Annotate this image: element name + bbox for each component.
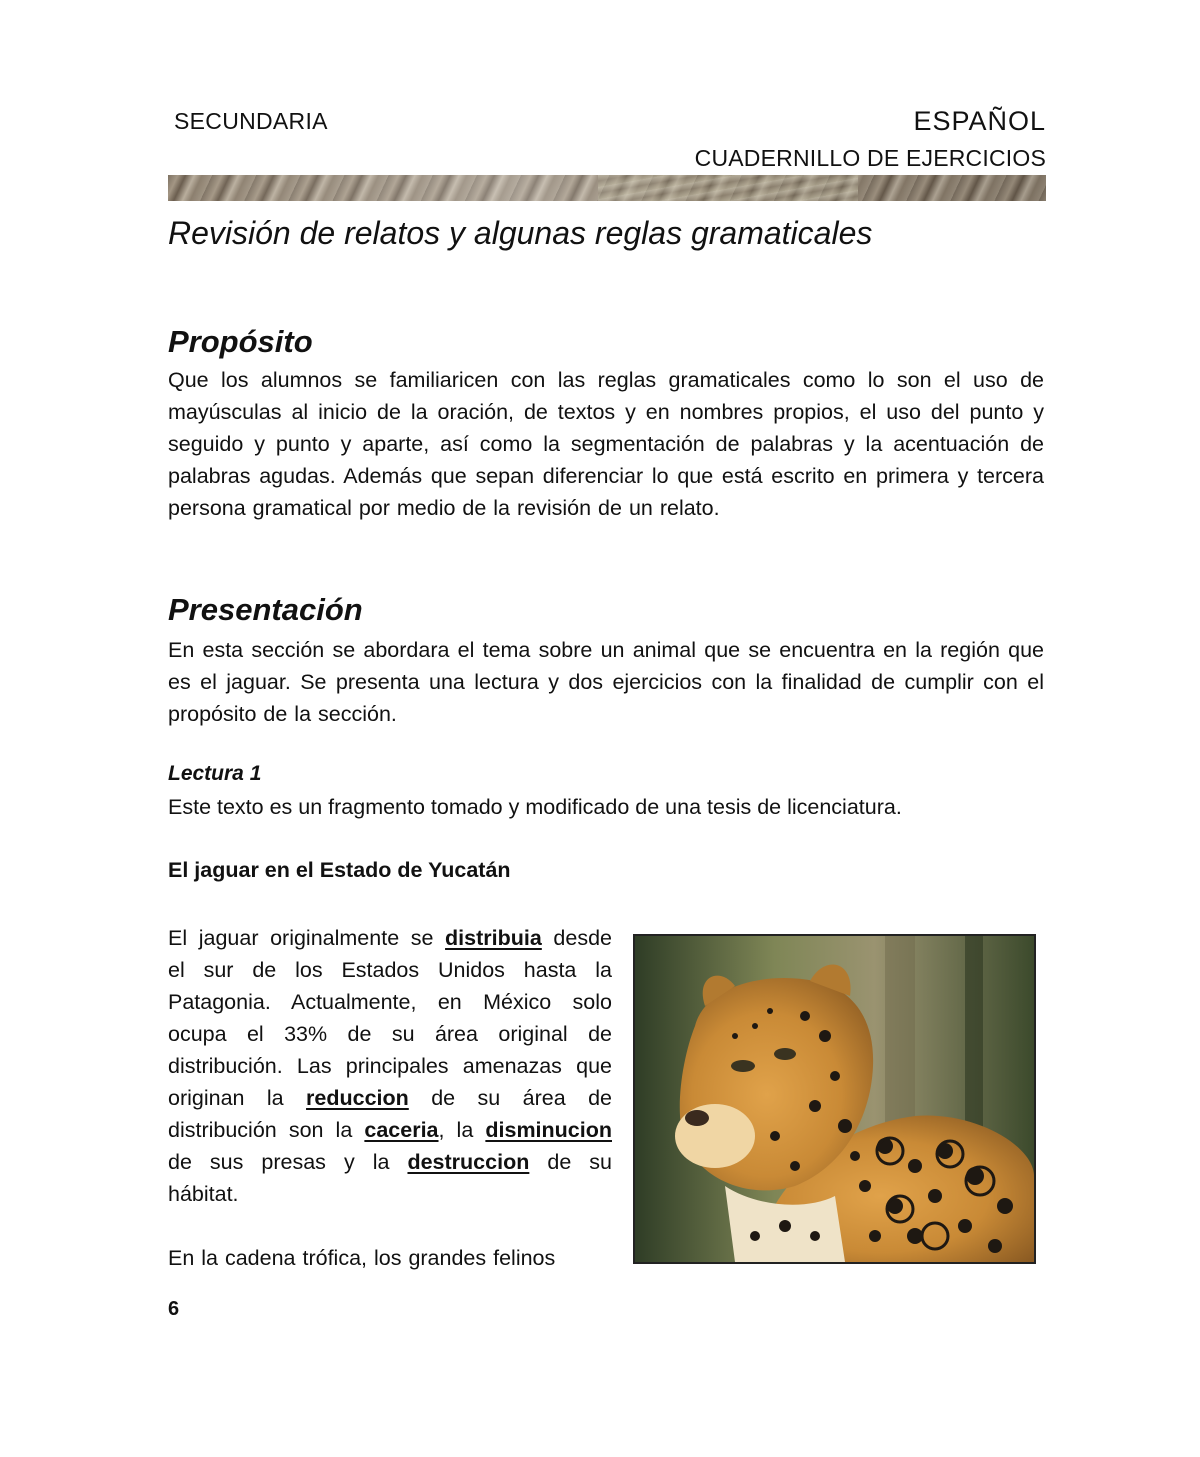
article-title: El jaguar en el Estado de Yucatán [168,858,511,882]
presentation-heading: Presentación [168,592,363,627]
text-run: de sus presas y la [168,1150,408,1174]
article-paragraph-1 [168,922,612,1210]
highlighted-word: reduccion [306,1086,409,1110]
text-run: de su área de distribución son la [168,1086,612,1142]
header-subject: ESPAÑOL [913,106,1046,136]
text-run: desde el sur de los Estados Unidos hasta la Patagonia. Actualmente, en México solo ocupa el 33% de su área original de distribución. Las principales amenazas que originan la [168,926,612,1110]
page-number: 6 [168,1298,180,1320]
highlighted-word: distribuia [445,926,542,950]
highlighted-word: disminucion [485,1118,612,1142]
text-run: El jaguar originalmente se [168,926,446,950]
presentation-text: En esta sección se abordara el tema sobre un animal que se encuentra en la región que es el jaguar. Se presenta una lectura y dos ejercicios con la finalidad de cumplir con el propósito de la sección. [168,638,1044,726]
reading-label: Lectura 1 [168,762,262,785]
article-body [168,922,612,1274]
decorative-texture-band [168,175,1046,201]
header-booklet: CUADERNILLO DE EJERCICIOS [694,145,1046,171]
purpose-heading: Propósito [168,324,313,359]
jaguar-photo [633,934,1036,1264]
text-run: de su hábitat. [168,1150,612,1206]
header-level: SECUNDARIA [174,108,328,134]
highlighted-word: caceria [364,1118,439,1142]
article-paragraph-2: En la cadena trófica, los grandes felinos [168,1246,556,1270]
document-page [168,0,1046,1457]
document-title: Revisión de relatos y algunas reglas gramaticales [168,215,873,251]
highlighted-word: destruccion [407,1150,530,1174]
purpose-text: Que los alumnos se familiaricen con las reglas gramaticales como lo son el uso de mayúsculas al inicio de la oración, de textos y en nombres propios, el uso del punto y seguido y punto y aparte, así como la segmentación de palabras y la acentuación de palabras agudas. Además que sepan diferenciar lo que está escrito en primera y tercera persona gramatical por medio de la revisión de un relato. [168,368,1044,520]
text-run: , la [438,1118,486,1142]
reading-description: Este texto es un fragmento tomado y modificado de una tesis de licenciatura. [168,795,902,819]
paragraph-gap [168,1210,612,1242]
